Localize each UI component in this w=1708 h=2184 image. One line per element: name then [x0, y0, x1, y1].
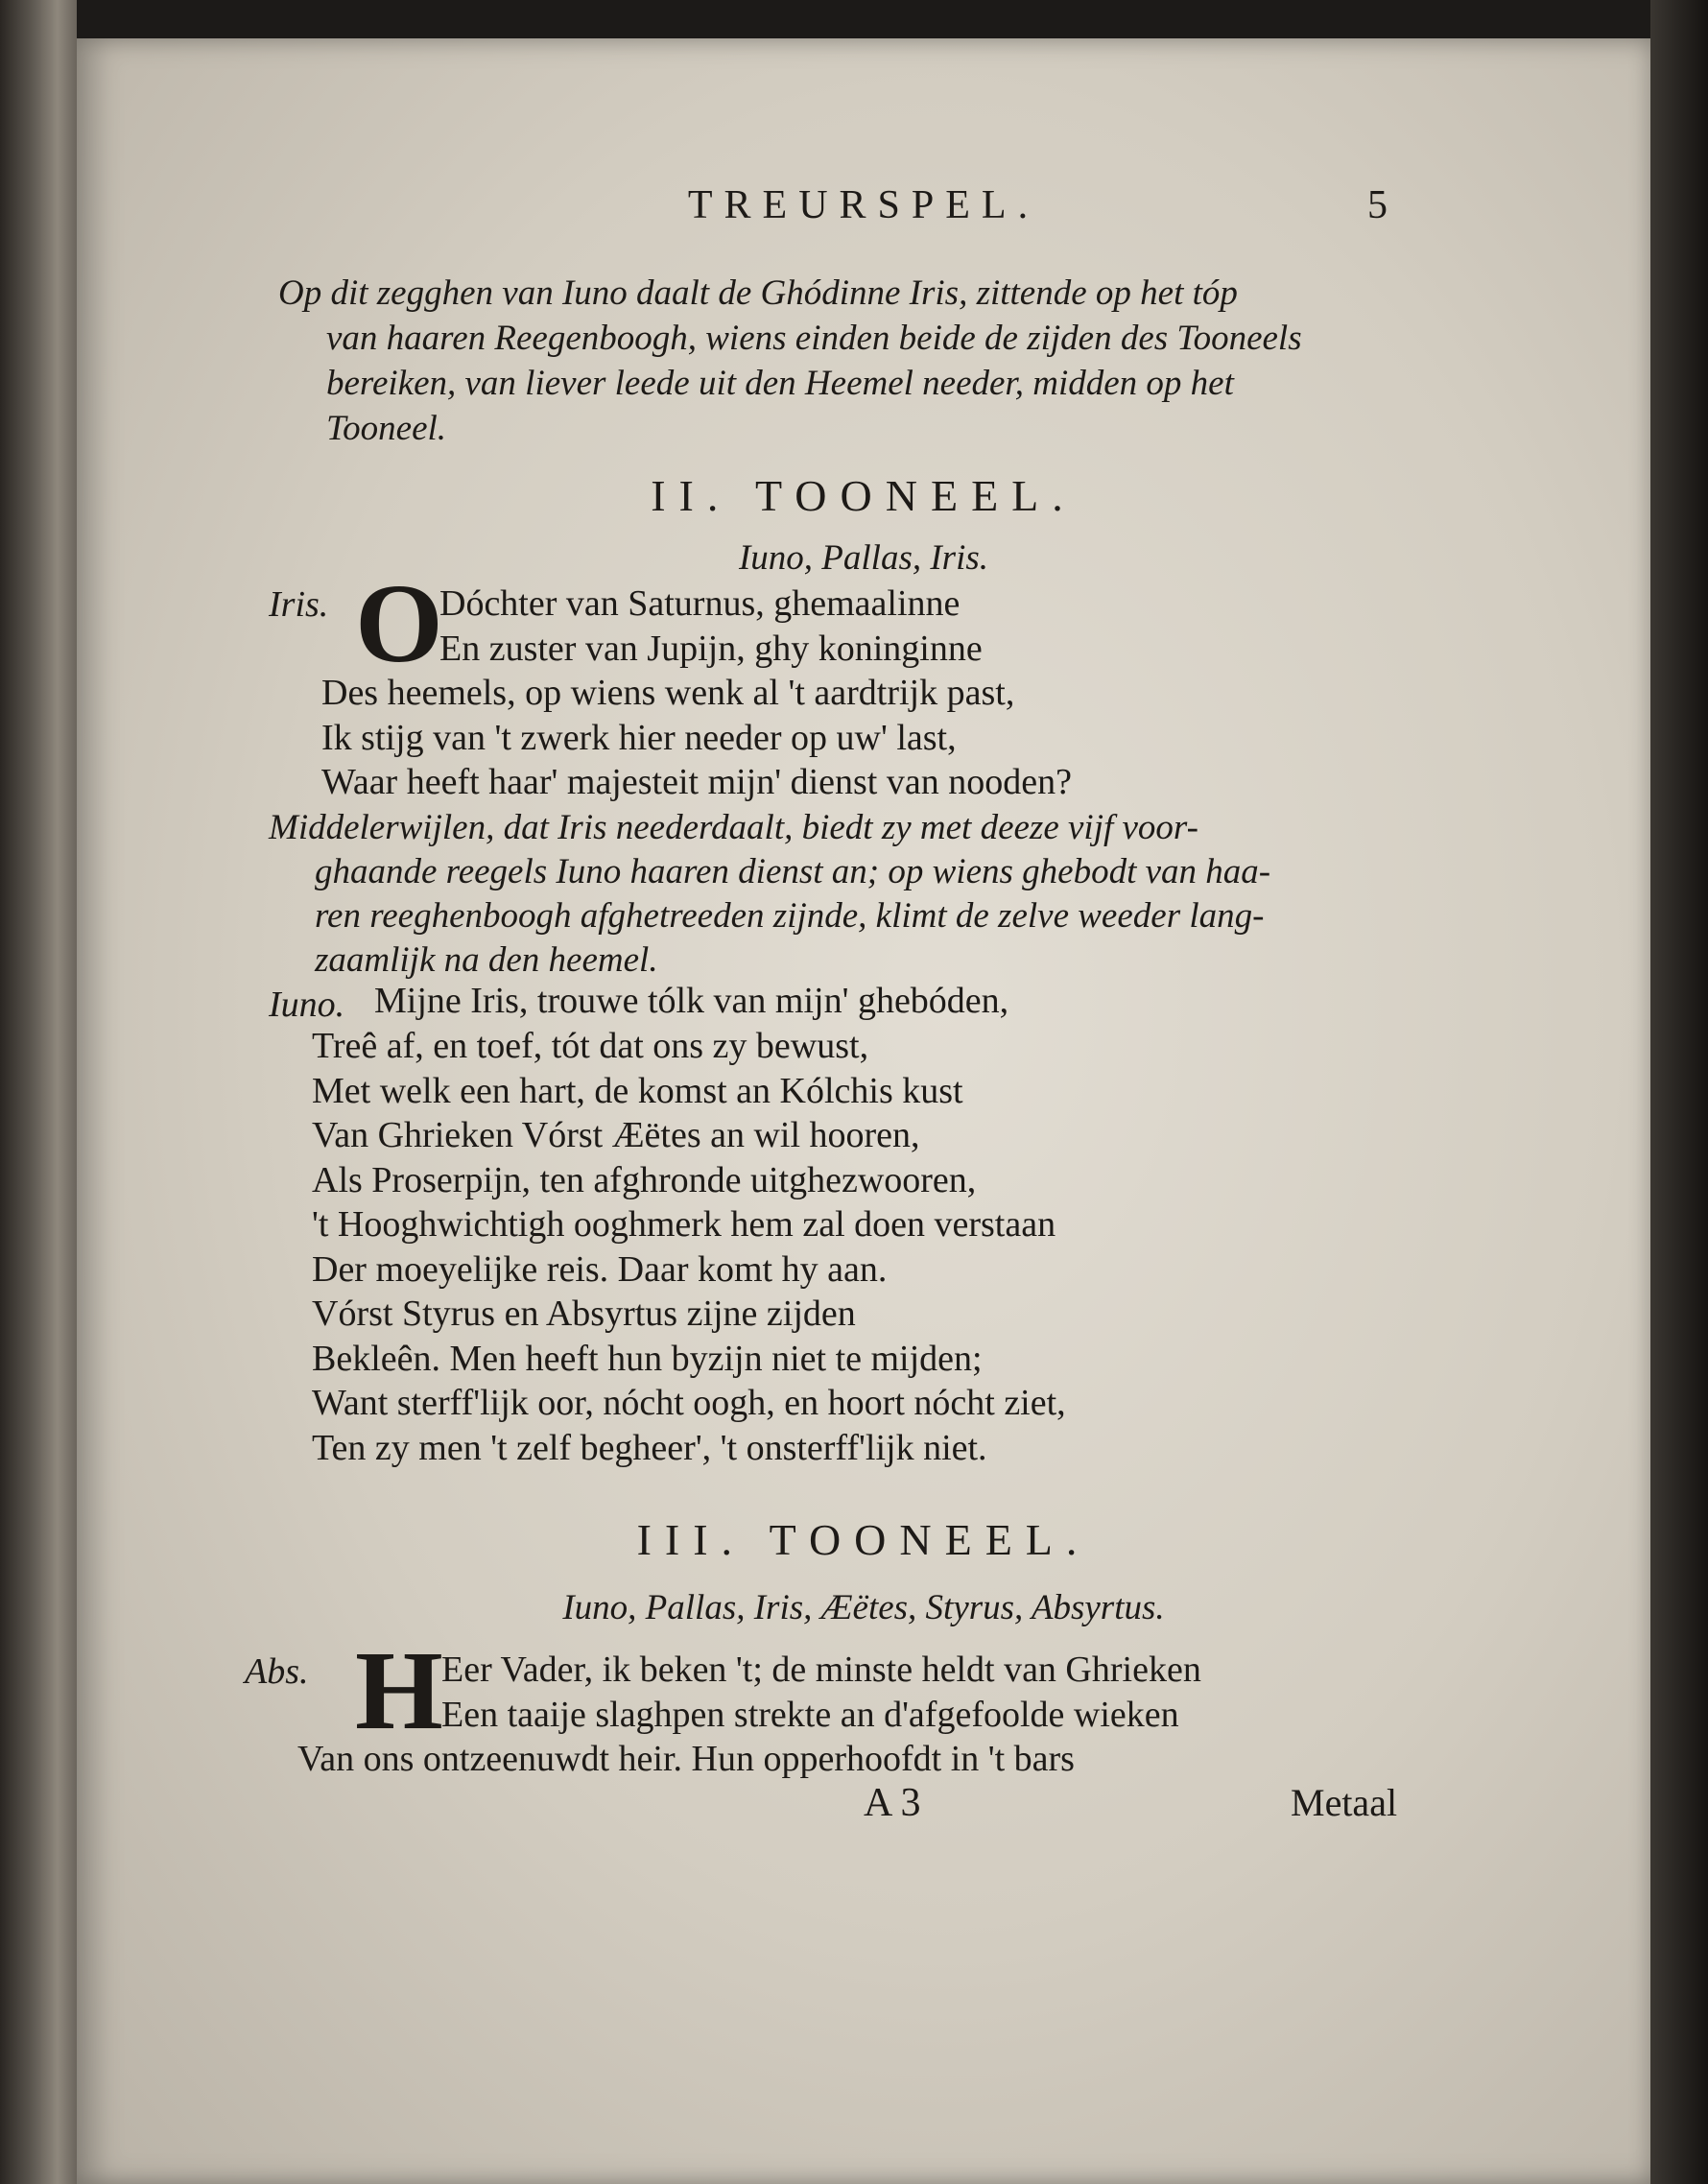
stage-direction-line: Op dit zegghen van Iuno daalt de Ghódinne Iris, zittende op het tóp [278, 273, 1238, 313]
stage-direction-line: Middelerwijlen, dat Iris neederdaalt, biedt zy met deeze vijf voor- [269, 808, 1198, 847]
verse-line: Dóchter van Saturnus, ghemaalinne [439, 583, 961, 624]
verse-line: Als Proserpijn, ten afghronde uitghezwooren, [312, 1159, 977, 1200]
verse-line: Bekleên. Men heeft hun byzijn niet te mijden; [312, 1338, 983, 1379]
speaker-label: Iris. [269, 584, 329, 625]
verse-block [312, 1024, 1066, 1470]
scene-2-heading: II. TOONEEL. [651, 471, 1077, 520]
stage-direction-1 [278, 271, 1449, 451]
stage-direction-line: ghaande reegels Iuno haaren dienst an; op wiens ghebodt van haa- [315, 852, 1271, 891]
verse-line: Des heemels, op wiens wenk al 't aardtrijk past, [321, 673, 1015, 713]
background-edge [1650, 0, 1708, 2184]
drop-cap: H [355, 1627, 443, 1753]
verse-block [439, 582, 983, 671]
page-content [77, 38, 1650, 2184]
verse-line: Want sterff'lijk oor, nócht oogh, en hoort nócht ziet, [312, 1383, 1066, 1423]
catchword: Metaal [1291, 1781, 1398, 1824]
verse-line: Mijne Iris, trouwe tólk van mijn' ghebóden, [374, 981, 1009, 1021]
verse-line: Met welk een hart, de komst an Kólchis kust [312, 1070, 963, 1111]
stage-direction-line: bereiken, van liever leede uit den Heemel needer, midden op het [326, 364, 1234, 403]
verse-line: En zuster van Jupijn, ghy koninginne [439, 628, 983, 669]
speaker-label: Iuno. [269, 985, 345, 1025]
drop-cap: O [355, 560, 443, 686]
scene-3-cast: Iuno, Pallas, Iris, Æëtes, Styrus, Absyrtus. [562, 1588, 1165, 1627]
stage-direction-line: ren reeghenboogh afghetreeden zijnde, klimt de zelve weeder lang- [315, 896, 1265, 936]
stage-direction-line: Tooneel. [326, 409, 447, 448]
book-spine [0, 0, 77, 2184]
verse-line: Vórst Styrus en Absyrtus zijne zijden [312, 1294, 856, 1334]
stage-direction-line: van haaren Reegenboogh, wiens einden beide de zijden des Tooneels [326, 319, 1302, 358]
verse-block [441, 1648, 1201, 1737]
stage-direction-line: zaamlijk na den heemel. [315, 940, 658, 980]
stage-direction-2 [269, 806, 1270, 983]
signature-mark: A 3 [864, 1781, 921, 1825]
verse-line: Van ons ontzeenuwdt heir. Hun opperhoofdt in 't bars [297, 1739, 1075, 1779]
running-head: TREURSPEL. [687, 183, 1040, 227]
scene-2-cast: Iuno, Pallas, Iris. [738, 538, 989, 578]
verse-line: Een taaije slaghpen strekte an d'afgefoolde wieken [441, 1694, 1179, 1735]
scene-3-heading: III. TOONEEL. [636, 1515, 1091, 1564]
verse-line: Treê af, en toef, tót dat ons zy bewust, [312, 1026, 869, 1066]
verse-line: Waar heeft haar' majesteit mijn' dienst van nooden? [321, 762, 1072, 802]
verse-line: Der moeyelijke reis. Daar komt hy aan. [312, 1248, 888, 1290]
verse-line: 't Hooghwichtigh ooghmerk hem zal doen verstaan [312, 1204, 1056, 1245]
speaker-label: Abs. [245, 1651, 309, 1692]
verse-line: Eer Vader, ik beken 't; de minste heldt van Ghrieken [441, 1650, 1201, 1690]
book-page [77, 38, 1650, 2184]
page-number: 5 [1367, 183, 1388, 227]
verse-line: Ik stijg van 't zwerk hier needer op uw' last, [321, 717, 957, 758]
verse-line: Van Ghrieken Vórst Æëtes an wil hooren, [312, 1115, 920, 1155]
verse-block [321, 671, 1072, 805]
verse-line: Ten zy men 't zelf begheer', 't onsterff'lijk niet. [312, 1427, 987, 1468]
